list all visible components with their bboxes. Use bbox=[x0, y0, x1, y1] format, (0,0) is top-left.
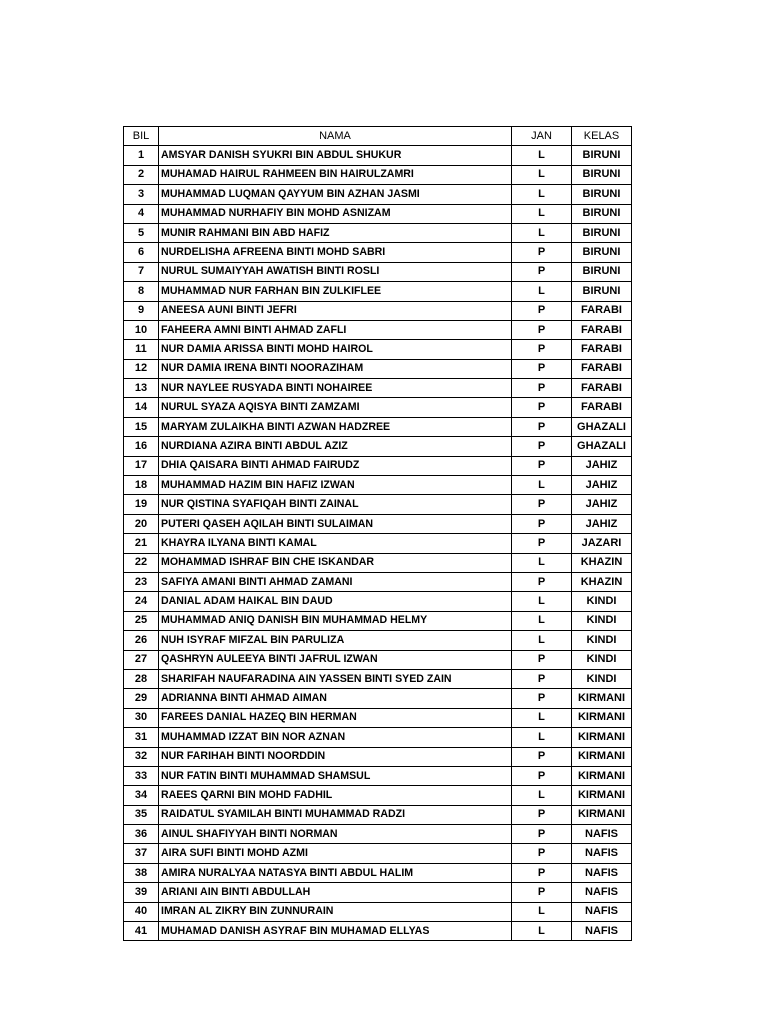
table-body bbox=[124, 146, 632, 941]
cell-jan: P bbox=[512, 456, 572, 475]
cell-kelas: FARABI bbox=[572, 359, 632, 378]
cell-nama: AIRA SUFI BINTI MOHD AZMI bbox=[159, 844, 512, 863]
cell-nama: NURDELISHA AFREENA BINTI MOHD SABRI bbox=[159, 243, 512, 262]
cell-bil: 41 bbox=[124, 922, 159, 941]
cell-nama: MUHAMAD HAIRUL RAHMEEN BIN HAIRULZAMRI bbox=[159, 165, 512, 184]
cell-nama: NURDIANA AZIRA BINTI ABDUL AZIZ bbox=[159, 437, 512, 456]
cell-nama: NUR NAYLEE RUSYADA BINTI NOHAIREE bbox=[159, 379, 512, 398]
table-row bbox=[124, 495, 632, 514]
table-row bbox=[124, 883, 632, 902]
cell-kelas: KINDI bbox=[572, 669, 632, 688]
cell-jan: P bbox=[512, 437, 572, 456]
cell-bil: 12 bbox=[124, 359, 159, 378]
cell-jan: P bbox=[512, 650, 572, 669]
cell-nama: ANEESA AUNI BINTI JEFRI bbox=[159, 301, 512, 320]
cell-nama: SAFIYA AMANI BINTI AHMAD ZAMANI bbox=[159, 572, 512, 591]
cell-kelas: FARABI bbox=[572, 320, 632, 339]
cell-kelas: NAFIS bbox=[572, 883, 632, 902]
cell-nama: MUHAMMAD NURHAFIY BIN MOHD ASNIZAM bbox=[159, 204, 512, 223]
cell-jan: L bbox=[512, 204, 572, 223]
cell-jan: L bbox=[512, 902, 572, 921]
cell-nama: NUH ISYRAF MIFZAL BIN PARULIZA bbox=[159, 631, 512, 650]
cell-kelas: NAFIS bbox=[572, 825, 632, 844]
table-row bbox=[124, 437, 632, 456]
cell-kelas: JAZARI bbox=[572, 534, 632, 553]
cell-kelas: BIRUNI bbox=[572, 282, 632, 301]
cell-jan: P bbox=[512, 495, 572, 514]
cell-jan: L bbox=[512, 223, 572, 242]
cell-jan: P bbox=[512, 669, 572, 688]
cell-nama: MARYAM ZULAIKHA BINTI AZWAN HADZREE bbox=[159, 417, 512, 436]
cell-kelas: JAHIZ bbox=[572, 476, 632, 495]
table-row bbox=[124, 922, 632, 941]
cell-kelas: KIRMANI bbox=[572, 766, 632, 785]
cell-jan: L bbox=[512, 165, 572, 184]
cell-nama: FAHEERA AMNI BINTI AHMAD ZAFLI bbox=[159, 320, 512, 339]
cell-kelas: NAFIS bbox=[572, 922, 632, 941]
cell-nama: NURUL SYAZA AQISYA BINTI ZAMZAMI bbox=[159, 398, 512, 417]
cell-bil: 37 bbox=[124, 844, 159, 863]
table-row bbox=[124, 863, 632, 882]
cell-nama: FAREES DANIAL HAZEQ BIN HERMAN bbox=[159, 708, 512, 727]
table-row bbox=[124, 669, 632, 688]
header-row bbox=[124, 127, 632, 146]
cell-bil: 32 bbox=[124, 747, 159, 766]
header-bil: BIL bbox=[124, 127, 159, 146]
table-row bbox=[124, 650, 632, 669]
table-row bbox=[124, 805, 632, 824]
cell-bil: 29 bbox=[124, 689, 159, 708]
table-row bbox=[124, 165, 632, 184]
table-row bbox=[124, 456, 632, 475]
cell-jan: L bbox=[512, 282, 572, 301]
cell-nama: NURUL SUMAIYYAH AWATISH BINTI ROSLI bbox=[159, 262, 512, 281]
cell-jan: P bbox=[512, 262, 572, 281]
cell-jan: L bbox=[512, 631, 572, 650]
table-row bbox=[124, 243, 632, 262]
cell-kelas: BIRUNI bbox=[572, 185, 632, 204]
cell-jan: L bbox=[512, 185, 572, 204]
cell-kelas: KIRMANI bbox=[572, 708, 632, 727]
cell-jan: P bbox=[512, 340, 572, 359]
table-row bbox=[124, 825, 632, 844]
table-row bbox=[124, 379, 632, 398]
table-row bbox=[124, 417, 632, 436]
table-row bbox=[124, 902, 632, 921]
table-row bbox=[124, 534, 632, 553]
cell-kelas: GHAZALI bbox=[572, 417, 632, 436]
cell-nama: MUHAMMAD LUQMAN QAYYUM BIN AZHAN JASMI bbox=[159, 185, 512, 204]
table-row bbox=[124, 204, 632, 223]
cell-bil: 30 bbox=[124, 708, 159, 727]
cell-bil: 20 bbox=[124, 514, 159, 533]
cell-nama: MOHAMMAD ISHRAF BIN CHE ISKANDAR bbox=[159, 553, 512, 572]
table-row bbox=[124, 185, 632, 204]
cell-nama: MUHAMAD DANISH ASYRAF BIN MUHAMAD ELLYAS bbox=[159, 922, 512, 941]
cell-jan: L bbox=[512, 553, 572, 572]
cell-nama: MUHAMMAD ANIQ DANISH BIN MUHAMMAD HELMY bbox=[159, 611, 512, 630]
cell-nama: ADRIANNA BINTI AHMAD AIMAN bbox=[159, 689, 512, 708]
table-row bbox=[124, 398, 632, 417]
cell-jan: P bbox=[512, 379, 572, 398]
table-row bbox=[124, 223, 632, 242]
cell-jan: P bbox=[512, 320, 572, 339]
table-row bbox=[124, 689, 632, 708]
cell-bil: 8 bbox=[124, 282, 159, 301]
cell-bil: 25 bbox=[124, 611, 159, 630]
cell-nama: AINUL SHAFIYYAH BINTI NORMAN bbox=[159, 825, 512, 844]
cell-bil: 22 bbox=[124, 553, 159, 572]
cell-jan: P bbox=[512, 805, 572, 824]
cell-bil: 5 bbox=[124, 223, 159, 242]
cell-nama: QASHRYN AULEEYA BINTI JAFRUL IZWAN bbox=[159, 650, 512, 669]
cell-nama: NUR QISTINA SYAFIQAH BINTI ZAINAL bbox=[159, 495, 512, 514]
cell-nama: KHAYRA ILYANA BINTI KAMAL bbox=[159, 534, 512, 553]
cell-jan: P bbox=[512, 572, 572, 591]
cell-nama: RAIDATUL SYAMILAH BINTI MUHAMMAD RADZI bbox=[159, 805, 512, 824]
table-row bbox=[124, 553, 632, 572]
cell-nama: DHIA QAISARA BINTI AHMAD FAIRUDZ bbox=[159, 456, 512, 475]
cell-kelas: KINDI bbox=[572, 650, 632, 669]
table-row bbox=[124, 340, 632, 359]
cell-bil: 1 bbox=[124, 146, 159, 165]
cell-jan: L bbox=[512, 592, 572, 611]
cell-jan: L bbox=[512, 728, 572, 747]
table-row bbox=[124, 320, 632, 339]
cell-bil: 7 bbox=[124, 262, 159, 281]
table-row bbox=[124, 262, 632, 281]
cell-bil: 40 bbox=[124, 902, 159, 921]
cell-bil: 18 bbox=[124, 476, 159, 495]
cell-kelas: KIRMANI bbox=[572, 747, 632, 766]
cell-jan: P bbox=[512, 301, 572, 320]
cell-kelas: NAFIS bbox=[572, 863, 632, 882]
cell-bil: 13 bbox=[124, 379, 159, 398]
table-row bbox=[124, 747, 632, 766]
header-nama: NAMA bbox=[159, 127, 512, 146]
cell-jan: P bbox=[512, 359, 572, 378]
cell-bil: 6 bbox=[124, 243, 159, 262]
student-list-table bbox=[123, 126, 632, 941]
cell-bil: 16 bbox=[124, 437, 159, 456]
cell-kelas: KIRMANI bbox=[572, 786, 632, 805]
cell-nama: NUR FATIN BINTI MUHAMMAD SHAMSUL bbox=[159, 766, 512, 785]
cell-bil: 21 bbox=[124, 534, 159, 553]
cell-jan: P bbox=[512, 398, 572, 417]
cell-bil: 31 bbox=[124, 728, 159, 747]
cell-bil: 9 bbox=[124, 301, 159, 320]
cell-kelas: KHAZIN bbox=[572, 572, 632, 591]
cell-kelas: JAHIZ bbox=[572, 495, 632, 514]
cell-jan: P bbox=[512, 747, 572, 766]
cell-kelas: KINDI bbox=[572, 611, 632, 630]
table-row bbox=[124, 631, 632, 650]
table-row bbox=[124, 766, 632, 785]
cell-bil: 36 bbox=[124, 825, 159, 844]
cell-bil: 24 bbox=[124, 592, 159, 611]
cell-bil: 28 bbox=[124, 669, 159, 688]
cell-kelas: FARABI bbox=[572, 340, 632, 359]
cell-kelas: KINDI bbox=[572, 631, 632, 650]
cell-bil: 4 bbox=[124, 204, 159, 223]
table-row bbox=[124, 572, 632, 591]
cell-jan: L bbox=[512, 611, 572, 630]
cell-jan: L bbox=[512, 708, 572, 727]
cell-jan: P bbox=[512, 766, 572, 785]
cell-nama: AMSYAR DANISH SYUKRI BIN ABDUL SHUKUR bbox=[159, 146, 512, 165]
cell-bil: 33 bbox=[124, 766, 159, 785]
cell-jan: P bbox=[512, 825, 572, 844]
table-row bbox=[124, 359, 632, 378]
cell-bil: 34 bbox=[124, 786, 159, 805]
cell-bil: 27 bbox=[124, 650, 159, 669]
cell-kelas: KIRMANI bbox=[572, 689, 632, 708]
cell-jan: P bbox=[512, 514, 572, 533]
cell-jan: L bbox=[512, 146, 572, 165]
cell-bil: 19 bbox=[124, 495, 159, 514]
cell-bil: 14 bbox=[124, 398, 159, 417]
cell-bil: 26 bbox=[124, 631, 159, 650]
header-kelas: KELAS bbox=[572, 127, 632, 146]
cell-kelas: BIRUNI bbox=[572, 165, 632, 184]
cell-kelas: BIRUNI bbox=[572, 262, 632, 281]
table-row bbox=[124, 282, 632, 301]
cell-nama: IMRAN AL ZIKRY BIN ZUNNURAIN bbox=[159, 902, 512, 921]
table-row bbox=[124, 844, 632, 863]
cell-nama: MUHAMMAD HAZIM BIN HAFIZ IZWAN bbox=[159, 476, 512, 495]
cell-jan: P bbox=[512, 863, 572, 882]
cell-jan: P bbox=[512, 243, 572, 262]
table-row bbox=[124, 611, 632, 630]
cell-kelas: FARABI bbox=[572, 301, 632, 320]
cell-kelas: GHAZALI bbox=[572, 437, 632, 456]
table-row bbox=[124, 592, 632, 611]
cell-nama: AMIRA NURALYAA NATASYA BINTI ABDUL HALIM bbox=[159, 863, 512, 882]
cell-jan: L bbox=[512, 922, 572, 941]
cell-jan: P bbox=[512, 844, 572, 863]
cell-jan: L bbox=[512, 476, 572, 495]
cell-bil: 3 bbox=[124, 185, 159, 204]
cell-kelas: KIRMANI bbox=[572, 728, 632, 747]
cell-kelas: NAFIS bbox=[572, 902, 632, 921]
table-row bbox=[124, 146, 632, 165]
cell-nama: PUTERI QASEH AQILAH BINTI SULAIMAN bbox=[159, 514, 512, 533]
cell-jan: L bbox=[512, 786, 572, 805]
cell-kelas: BIRUNI bbox=[572, 223, 632, 242]
cell-kelas: KINDI bbox=[572, 592, 632, 611]
cell-kelas: JAHIZ bbox=[572, 456, 632, 475]
cell-kelas: NAFIS bbox=[572, 844, 632, 863]
cell-jan: P bbox=[512, 417, 572, 436]
cell-nama: MUHAMMAD IZZAT BIN NOR AZNAN bbox=[159, 728, 512, 747]
cell-bil: 38 bbox=[124, 863, 159, 882]
cell-jan: P bbox=[512, 883, 572, 902]
cell-bil: 23 bbox=[124, 572, 159, 591]
table-row bbox=[124, 514, 632, 533]
cell-bil: 10 bbox=[124, 320, 159, 339]
cell-nama: NUR DAMIA ARISSA BINTI MOHD HAIROL bbox=[159, 340, 512, 359]
cell-bil: 39 bbox=[124, 883, 159, 902]
cell-jan: P bbox=[512, 689, 572, 708]
cell-kelas: KHAZIN bbox=[572, 553, 632, 572]
table-row bbox=[124, 301, 632, 320]
cell-nama: MUNIR RAHMANI BIN ABD HAFIZ bbox=[159, 223, 512, 242]
cell-bil: 17 bbox=[124, 456, 159, 475]
cell-nama: RAEES QARNI BIN MOHD FADHIL bbox=[159, 786, 512, 805]
cell-bil: 35 bbox=[124, 805, 159, 824]
table-row bbox=[124, 728, 632, 747]
cell-nama: NUR DAMIA IRENA BINTI NOORAZIHAM bbox=[159, 359, 512, 378]
cell-kelas: KIRMANI bbox=[572, 805, 632, 824]
cell-kelas: FARABI bbox=[572, 379, 632, 398]
cell-nama: ARIANI AIN BINTI ABDULLAH bbox=[159, 883, 512, 902]
table-row bbox=[124, 476, 632, 495]
cell-kelas: JAHIZ bbox=[572, 514, 632, 533]
cell-bil: 2 bbox=[124, 165, 159, 184]
cell-kelas: BIRUNI bbox=[572, 243, 632, 262]
cell-bil: 11 bbox=[124, 340, 159, 359]
cell-kelas: FARABI bbox=[572, 398, 632, 417]
cell-kelas: BIRUNI bbox=[572, 146, 632, 165]
table-row bbox=[124, 786, 632, 805]
header-jan: JAN bbox=[512, 127, 572, 146]
cell-bil: 15 bbox=[124, 417, 159, 436]
cell-nama: MUHAMMAD NUR FARHAN BIN ZULKIFLEE bbox=[159, 282, 512, 301]
cell-nama: SHARIFAH NAUFARADINA AIN YASSEN BINTI SYED ZAIN bbox=[159, 669, 512, 688]
cell-kelas: BIRUNI bbox=[572, 204, 632, 223]
cell-nama: NUR FARIHAH BINTI NOORDDIN bbox=[159, 747, 512, 766]
cell-jan: P bbox=[512, 534, 572, 553]
table-row bbox=[124, 708, 632, 727]
cell-nama: DANIAL ADAM HAIKAL BIN DAUD bbox=[159, 592, 512, 611]
